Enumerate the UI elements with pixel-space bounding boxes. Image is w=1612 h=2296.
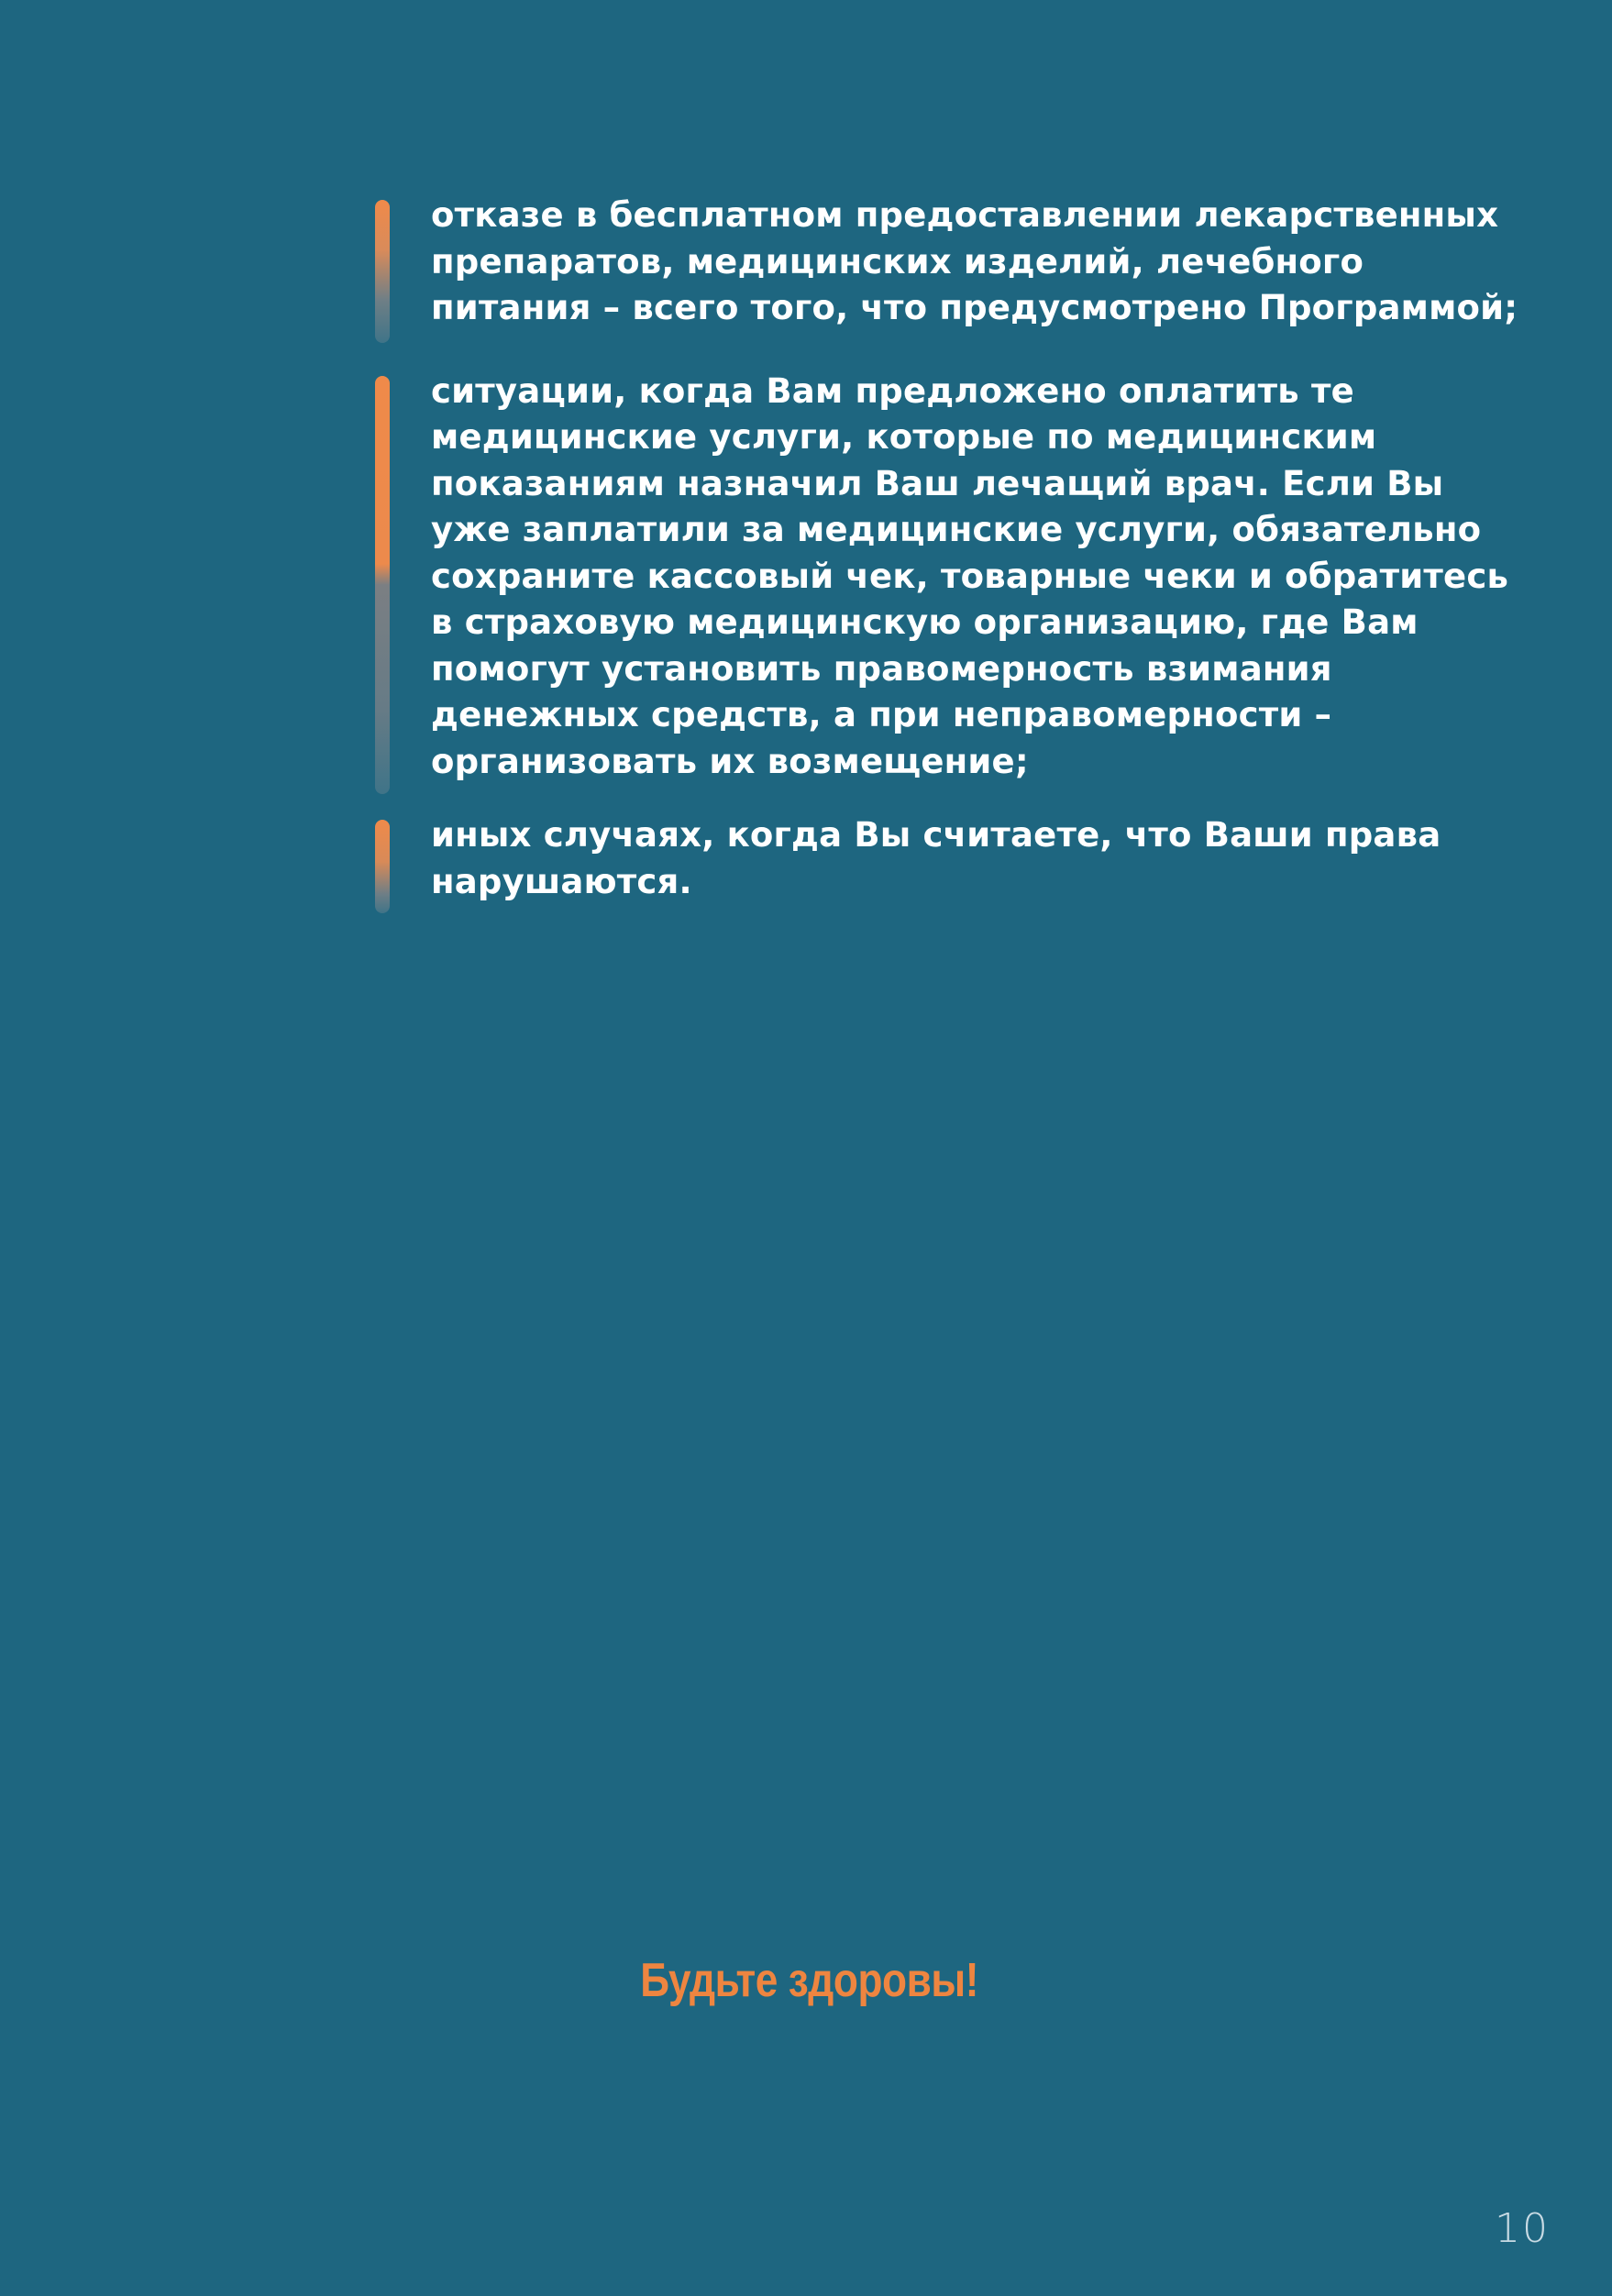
bullet-bar	[375, 376, 390, 794]
bullet-list	[371, 193, 1554, 905]
list-item-text	[431, 812, 1554, 905]
text-line: помогут установить правомерность взимания	[431, 648, 1332, 689]
text-line: иных случаях, когда Вы считаете, что Ваши права	[431, 815, 1441, 855]
text-line: сохраните кассовый чек, товарные чеки и обратитесь	[431, 556, 1509, 596]
list-item-text	[431, 369, 1554, 786]
list-item	[371, 193, 1554, 332]
bullet-bar	[375, 820, 390, 913]
text-line: отказе в бесплатном предоставлении лекарственных	[431, 195, 1499, 235]
list-item	[371, 369, 1554, 786]
text-line: денежных средств, а при неправомерности –	[431, 695, 1332, 734]
text-line: показаниям назначил Ваш лечащий врач. Если Вы	[431, 463, 1444, 503]
list-item-text	[431, 193, 1554, 332]
text-line: организовать их возмещение;	[431, 741, 1029, 781]
text-line: в страховую медицинскую организацию, где Вам	[431, 602, 1419, 642]
page-number: 10	[1495, 2205, 1550, 2252]
text-line: медицинские услуги, которые по медицинским	[431, 417, 1377, 457]
bullet-bar	[375, 200, 390, 343]
closing-slogan: Будьте здоровы!	[640, 1954, 978, 2007]
text-line: уже заплатили за медицинские услуги, обязательно	[431, 510, 1482, 549]
text-line: питания – всего того, что предусмотрено Программой;	[431, 288, 1518, 327]
text-line: препаратов, медицинских изделий, лечебного	[431, 241, 1364, 281]
list-item	[371, 812, 1554, 905]
text-line: ситуации, когда Вам предложено оплатить те	[431, 370, 1354, 411]
text-line: нарушаются.	[431, 861, 692, 901]
